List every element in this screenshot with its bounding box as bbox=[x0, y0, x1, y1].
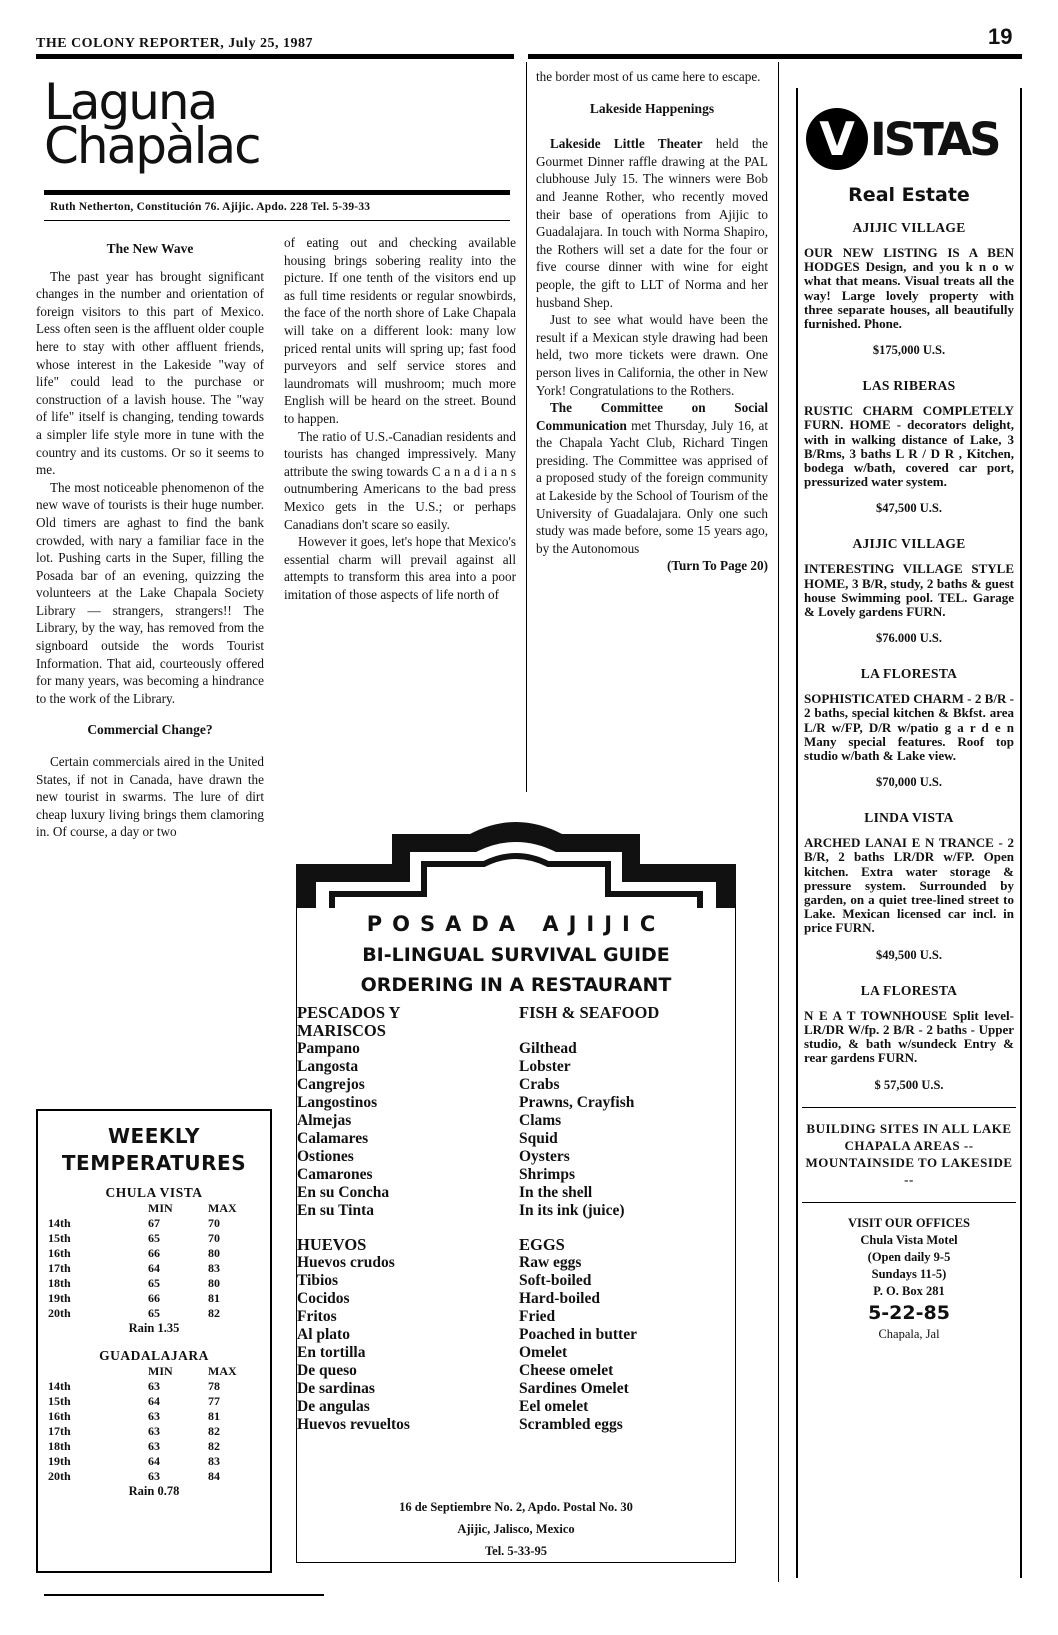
min-header: MIN bbox=[148, 1364, 173, 1378]
lead-in: The Committee on Social Communication bbox=[536, 400, 768, 433]
table-row: 18th 63 82 bbox=[48, 1439, 220, 1453]
station-name: CHULA VISTA bbox=[105, 1185, 203, 1200]
menu-item: En tortilla bbox=[297, 1344, 366, 1361]
column-divider bbox=[778, 62, 779, 1582]
logo-wordmark: ISTAS bbox=[870, 113, 999, 166]
listing bbox=[798, 378, 1020, 516]
paragraph: The most noticeable phenomenon of the new wave of tourists is their huge number. Old timers are aghast to find the bank crowded, with nary a familiar face in the lot. Pushing carts in the Super, filling the Posada bar of an evening, quizzing the volunteers at the Lake Chapala Society Library — strangers, strangers!! The Library, by the way, has removed from the signboard outside the words Tourist Information. That aid, courteously offered for many years, was becoming a hindrance to the work of the Library. bbox=[36, 479, 264, 706]
listing-location: LAS RIBERAS bbox=[862, 378, 956, 394]
paragraph: The ratio of U.S.-Canadian residents and tourists has changed impressively. Many attribute the swing towards C a n a d i a n s outnumbering Americans to the bad press Mexico gets in the U.S.; or perhaps Canadians don't scare so easily. bbox=[284, 428, 516, 532]
paragraph: Certain commercials aired in the United States, if not in Canada, have drawn the new tourist in swarms. The lure of dirt cheap luxury living brings them clamoring in. Of course, a day or two bbox=[36, 754, 264, 840]
menu-item: De angulas bbox=[297, 1398, 370, 1415]
table-row: 15th 65 70 bbox=[48, 1231, 220, 1245]
menu-section-heading: EGGS bbox=[519, 1235, 565, 1254]
office-info bbox=[798, 1215, 1020, 1343]
top-rule-right bbox=[528, 54, 1022, 59]
listing bbox=[798, 536, 1020, 646]
paragraph: The Committee on Social Communication met Thursday, July 16, at the Chapala Yacht Club, Richard Tingen presiding. The Committee was apprised of a proposed study of the foreign community at Lakeside by the School of Tourism of the University of Guadalajara. Only one such study was made before, some 15 years ago, by the Autonomous bbox=[536, 400, 768, 556]
temps-table-guadalajara bbox=[48, 1364, 258, 1484]
table-row: 20th 65 82 bbox=[48, 1306, 220, 1320]
menu-column-english bbox=[519, 1004, 733, 1434]
arch-ornament bbox=[296, 816, 736, 912]
paragraph: Just to see what would have been the result if a Mexican style drawing had been held, two more tickets were drawn. One person lives in California, the other in New York! Congratulations to the Rothers. bbox=[536, 312, 768, 398]
max-header: MAX bbox=[208, 1201, 237, 1215]
ad-address-line1: 16 de Septiembre No. 2, Apdo. Postal No. 30 bbox=[399, 1500, 633, 1514]
menu-item: Camarones bbox=[297, 1166, 373, 1183]
listing bbox=[798, 220, 1020, 358]
listing bbox=[798, 983, 1020, 1093]
listing bbox=[798, 666, 1020, 790]
top-rule-left bbox=[36, 54, 514, 59]
menu-item: In the shell bbox=[519, 1184, 593, 1201]
office-hours-sunday: Sundays 11-5) bbox=[871, 1266, 947, 1281]
ad-subtitle-2: ORDERING IN A RESTAURANT bbox=[360, 974, 672, 996]
menu-item: Eel omelet bbox=[519, 1398, 589, 1415]
menu-item: Clams bbox=[519, 1112, 562, 1129]
table-row: 17th 64 83 bbox=[48, 1261, 220, 1275]
menu-item: Oysters bbox=[519, 1148, 570, 1165]
heading-commercial-change: Commercial Change? bbox=[87, 722, 213, 738]
paragraph: However it goes, let's hope that Mexico's essential charm will prevail against all attempts to transform this area into a poor imitation of those aspects of life north of bbox=[284, 534, 516, 602]
table-header-row bbox=[48, 1201, 258, 1216]
office-phone: 5-22-85 bbox=[868, 1301, 950, 1324]
menu-item: Lobster bbox=[519, 1058, 571, 1075]
menu-item: Shrimps bbox=[519, 1166, 575, 1183]
ad-name: POSADA AJIJIC bbox=[366, 912, 666, 936]
menu-item: Almejas bbox=[297, 1112, 352, 1129]
ad-frame bbox=[296, 904, 736, 1563]
menu-item: De sardinas bbox=[297, 1380, 375, 1397]
divider bbox=[802, 1202, 1016, 1203]
menu-item: Fritos bbox=[297, 1308, 337, 1325]
menu-item: En su Concha bbox=[297, 1184, 390, 1201]
table-row: 14th 63 78 bbox=[48, 1379, 220, 1393]
menu-item: Squid bbox=[519, 1130, 558, 1147]
listing-description: INTERESTING VILLAGE STYLE HOME, 3 B/R, study, 2 baths & guest house Swimming pool. TEL. Garage & Lovely gardens FURN. bbox=[804, 561, 1014, 620]
menu-section-heading: PESCADOS Y MARISCOS bbox=[297, 1003, 400, 1040]
table-row: 15th 64 77 bbox=[48, 1394, 220, 1408]
table-row: 18th 65 80 bbox=[48, 1276, 220, 1290]
temps-title-line2: TEMPERATURES bbox=[61, 1151, 247, 1175]
article-column-1 bbox=[36, 234, 264, 841]
bottom-rule bbox=[44, 1594, 324, 1596]
table-row: 19th 66 81 bbox=[48, 1291, 220, 1305]
min-header: MIN bbox=[148, 1201, 173, 1215]
paragraph: the border most of us came here to escape. bbox=[536, 69, 761, 84]
listing-location: AJIJIC VILLAGE bbox=[852, 220, 966, 235]
byline-rule bbox=[44, 220, 510, 221]
menu-item: Hard-boiled bbox=[519, 1290, 600, 1307]
column-byline: Ruth Netherton, Constitución 76. Ajijic. Apdo. 228 Tel. 5-39-33 bbox=[50, 201, 371, 213]
menu-item: Huevos crudos bbox=[297, 1254, 395, 1271]
menu-item: Scrambled eggs bbox=[519, 1416, 623, 1433]
office-name: Chula Vista Motel bbox=[860, 1232, 958, 1247]
ad-address-line2: Ajijic, Jalisco, Mexico bbox=[457, 1522, 575, 1536]
listing-location: LA FLORESTA bbox=[860, 982, 958, 998]
menu-section-heading: FISH & SEAFOOD bbox=[519, 1003, 660, 1022]
visit-offices: VISIT OUR OFFICES bbox=[847, 1215, 971, 1230]
table-row: 14th 67 70 bbox=[48, 1216, 220, 1230]
menu-column-spanish bbox=[297, 1004, 517, 1434]
table-header-row bbox=[48, 1364, 258, 1379]
menu-item: Crabs bbox=[519, 1076, 560, 1093]
listing-price: $49,500 U.S. bbox=[876, 947, 942, 962]
logo-circle-letter: V bbox=[806, 108, 868, 170]
heading-new-wave: The New Wave bbox=[106, 241, 194, 256]
continued-jump: (Turn To Page 20) bbox=[666, 558, 768, 574]
listing-location: LINDA VISTA bbox=[864, 810, 954, 826]
masthead-rule bbox=[44, 190, 510, 195]
menu-item: Raw eggs bbox=[519, 1254, 582, 1271]
masthead-line2: Chapàlac bbox=[44, 117, 260, 175]
listing-location: LA FLORESTA bbox=[860, 666, 958, 682]
listing-location: AJIJIC VILLAGE bbox=[852, 536, 966, 552]
masthead-line1: Laguna bbox=[44, 73, 217, 131]
ad-address-block bbox=[297, 1496, 735, 1562]
menu-item: Prawns, Crayfish bbox=[519, 1094, 635, 1111]
rain-total: Rain 0.78 bbox=[128, 1484, 180, 1498]
table-row: 19th 64 83 bbox=[48, 1454, 220, 1468]
listing-description: SOPHISTICATED CHARM - 2 B/R - 2 baths, special kitchen & Bkfst. area L/R w/FP, D/R w/patio g a r d e n Many special features. Roof top studio w/bath & Lake view. bbox=[804, 691, 1014, 764]
menu-item: Calamares bbox=[297, 1130, 369, 1147]
station-name: GUADALAJARA bbox=[99, 1348, 209, 1363]
menu-item: De queso bbox=[297, 1362, 357, 1379]
menu-item: Omelet bbox=[519, 1344, 568, 1361]
listing-price: $ 57,500 U.S. bbox=[874, 1077, 944, 1092]
menu-item: Tibios bbox=[297, 1272, 339, 1289]
office-city: Chapala, Jal bbox=[878, 1326, 940, 1341]
table-row: 17th 63 82 bbox=[48, 1424, 220, 1438]
menu-item: Cocidos bbox=[297, 1290, 350, 1307]
heading-lakeside-happenings: Lakeside Happenings bbox=[589, 100, 715, 116]
menu-item: Huevos revueltos bbox=[297, 1416, 410, 1433]
table-row: 16th 63 81 bbox=[48, 1409, 220, 1423]
vistas-logo bbox=[806, 108, 1012, 172]
menu-item: Cheese omelet bbox=[519, 1362, 614, 1379]
listing-price: $76.000 U.S. bbox=[876, 631, 942, 646]
menu-section-heading: HUEVOS bbox=[297, 1235, 367, 1254]
vistas-real-estate-ad bbox=[796, 88, 1022, 1578]
paragraph: of eating out and checking available housing brings sobering reality into the picture. If one tenth of the visitors end up as full time residents or regular snowbirds, the face of the north shore of Lake Chapala will take on a different look: many low priced rental units will spring up; fast food purveyors and self service stores and laundromats will mushroom; much more English will be heard on the street. Bound to happen. bbox=[284, 235, 516, 426]
menu-item: Sardines Omelet bbox=[519, 1380, 629, 1397]
vistas-tagline: Real Estate bbox=[848, 184, 970, 206]
po-box: P. O. Box 281 bbox=[873, 1283, 945, 1298]
max-header: MAX bbox=[208, 1364, 237, 1378]
article-column-2 bbox=[284, 234, 516, 603]
listing bbox=[798, 810, 1020, 962]
table-row: 20th 63 84 bbox=[48, 1469, 220, 1483]
page-number: 19 bbox=[988, 24, 1013, 49]
listing-price: $175,000 U.S. bbox=[872, 343, 946, 358]
table-row: 16th 66 80 bbox=[48, 1246, 220, 1260]
weekly-temperatures-box bbox=[36, 1109, 272, 1573]
column-masthead bbox=[44, 73, 260, 175]
menu-item: Poached in butter bbox=[519, 1326, 637, 1343]
rain-total: Rain 1.35 bbox=[128, 1321, 180, 1335]
publication-header: THE COLONY REPORTER, July 25, 1987 bbox=[36, 36, 313, 51]
listing-price: $70,000 U.S. bbox=[876, 775, 942, 790]
menu-item: Langosta bbox=[297, 1058, 359, 1075]
listing-description: RUSTIC CHARM COMPLETELY FURN. HOME - decorators delight, with in walking distance of Lake, 3 B/Rms, 3 baths L R / D R , Kitchen, bodega w/bath, covered car port, pressurized water system. bbox=[804, 403, 1014, 490]
ad-telephone: Tel. 5-33-95 bbox=[484, 1544, 548, 1558]
listing-description: OUR NEW LISTING IS A BEN HODGES Design, and you k n o w what that means. Visual treats all the way! Large lovely property with three separate houses, all beautifully furnished. Phone. bbox=[804, 245, 1014, 332]
article-column-3 bbox=[536, 68, 768, 575]
divider bbox=[802, 1107, 1016, 1108]
menu-item: En su Tinta bbox=[297, 1202, 374, 1219]
menu-item: Gilthead bbox=[519, 1040, 577, 1057]
posada-ajijic-ad bbox=[296, 816, 736, 1564]
menu-item: Cangrejos bbox=[297, 1076, 365, 1093]
listing-description: N E A T TOWNHOUSE Split level-LR/DR W/fp. 2 B/R - 2 baths - Upper studio, & bath w/sundeck Entry & rear gardens FURN. bbox=[804, 1007, 1014, 1066]
listing-description: ARCHED LANAI E N TRANCE - 2 B/R, 2 baths LR/DR w/FP. Open kitchen. Extra water storage & pressure system. Surrounded by garden, on a quiet tree-lined street to Lake. Mexican licensed car incl. in price FURN. bbox=[804, 835, 1014, 936]
paragraph: Lakeside Little Theater held the Gourmet Dinner raffle drawing at the PAL clubhouse July 15. The winners were Bob and Jeanne Rother, who recently moved their base of operations from Ajijic to Guadalajara. In touch with Norma Shapiro, the Rothers will set a date for the four or five course dinner with wine for eight people, the gift to LLT of Norma and her husband Shep. bbox=[536, 136, 768, 310]
ad-subtitle-1: BI-LINGUAL SURVIVAL GUIDE bbox=[362, 944, 670, 966]
office-hours: (Open daily 9-5 bbox=[867, 1249, 951, 1264]
menu-item: Fried bbox=[519, 1308, 556, 1325]
building-sites-note: BUILDING SITES IN ALL LAKE CHAPALA AREAS -- MOUNTAINSIDE TO LAKESIDE -- bbox=[805, 1120, 1013, 1187]
menu-item: Ostiones bbox=[297, 1148, 354, 1165]
menu-item: Pampano bbox=[297, 1040, 360, 1057]
menu-item: In its ink (juice) bbox=[519, 1202, 625, 1219]
menu-item: Langostinos bbox=[297, 1094, 378, 1111]
column-divider bbox=[526, 62, 527, 792]
lead-in: Lakeside Little Theater bbox=[550, 136, 703, 152]
temps-table-chula-vista bbox=[48, 1201, 258, 1321]
listings bbox=[798, 200, 1020, 1343]
menu-item: Al plato bbox=[297, 1326, 350, 1343]
listing-price: $47,500 U.S. bbox=[876, 501, 942, 516]
paragraph: The past year has brought significant changes in the number and orientation of foreign visitors to this part of Mexico. Less often seen is the affluent older couple here to stay with other affluent friends, whose interest in the Lakeside "way of life" could lead to the purchase or construction of a lavish house. The "way of life" itself is changing, tending towards a simpler life style more in tune with the country and its customs. Or so it seems to me. bbox=[36, 268, 264, 478]
menu-item: Soft-boiled bbox=[519, 1272, 592, 1289]
temps-title-line1: WEEKLY bbox=[108, 1124, 200, 1148]
